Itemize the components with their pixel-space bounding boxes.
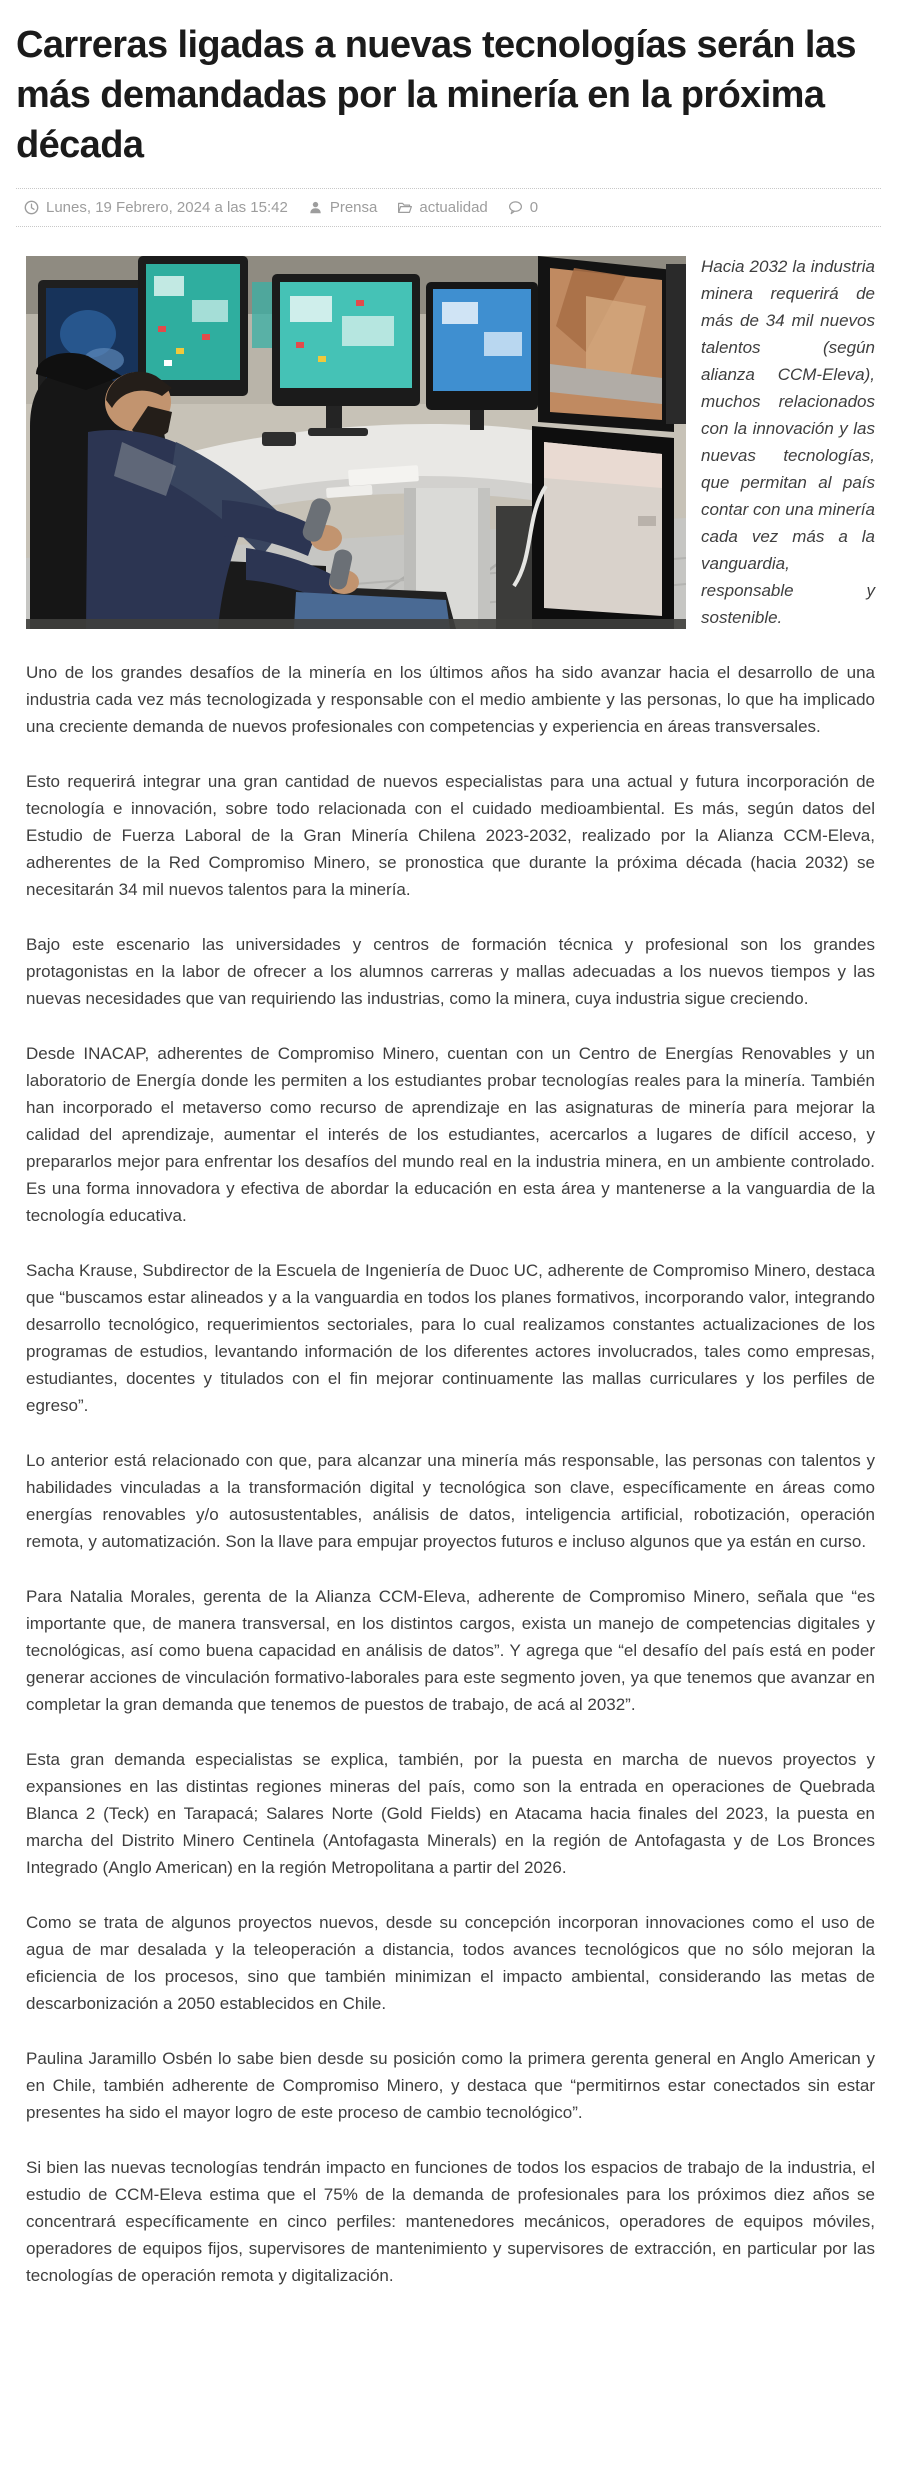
article-photo — [26, 256, 686, 629]
folder-icon — [397, 200, 412, 215]
article-paragraph: Desde INACAP, adherentes de Compromiso Minero, cuentan con un Centro de Energías Renovables y un laboratorio de Energía donde les permiten a los estudiantes probar tecnologías reales para la minería. También han incorporado el metaverso como recurso de aprendizaje en las asignaturas de minería para mejorar la calidad del aprendizaje, aumentar el interés de los estudiantes, acercarlos a lugares de difícil acceso, y prepararlos mejor para enfrentar los desafíos del mundo real en la industria minera, en un ambiente controlado. Es una forma innovadora y efectiva de abordar la educación en esta área y mantenerse a la vanguardia de la tecnología educativa. — [26, 1044, 875, 1226]
article-body — [26, 253, 875, 2289]
meta-category-label: actualidad — [419, 199, 488, 217]
meta-comments-count: 0 — [529, 199, 539, 217]
article-paragraph: Esta gran demanda especialistas se explica, también, por la puesta en marcha de nuevos proyectos y expansiones en las distintas regiones mineras del país, como son la entrada en operaciones de Quebrada Blanca 2 (Teck) en Tarapacá; Salares Norte (Gold Fields) en Atacama hacia finales del 2023, la puesta en marcha del Distrito Minero Centinela (Antofagasta Minerals) en la región de Antofagasta y de Los Bronces Integrado (Anglo American) en la región Metropolitana a partir del 2026. — [26, 1750, 875, 1878]
meta-author-link[interactable] — [308, 199, 378, 216]
meta-date — [24, 199, 288, 216]
article-paragraph: Si bien las nuevas tecnologías tendrán impacto en funciones de todos los espacios de trabajo de la industria, el estudio de CCM-Eleva estima que el 75% de la demanda de profesionales para los próximos diez años se concentrará específicamente en cinco perfiles: mantenedores mecánicos, operadores de equipos móviles, operadores de equipos fijos, supervisores de mantenimiento y supervisores de extracción, en particular por las tecnologías de operación remota y digitalización. — [26, 2158, 875, 2286]
article-meta-bar — [16, 188, 881, 227]
meta-comments-link[interactable] — [508, 199, 538, 216]
meta-date-label: Lunes, 19 Febrero, 2024 a las 15:42 — [46, 199, 288, 217]
page-title: Carreras ligadas a nuevas tecnologías serán las más demandadas por la minería en la próxima década — [16, 24, 856, 167]
meta-author-label: Prensa — [329, 199, 378, 217]
user-icon — [308, 200, 323, 215]
image-caption-text: Hacia 2032 la industria minera requerirá de más de 34 mil nuevos talentos (según alianza CCM-Eleva), muchos relacionados con la innovación y las nuevas tecnologías, que permitan al país contar con una minería cada vez más a la vanguardia, responsable y sostenible. — [701, 257, 875, 628]
article-paragraph: Lo anterior está relacionado con que, para alcanzar una minería más responsable, las personas con talentos y habilidades vinculadas a la transformación digital y tecnológica son clave, específicamente en áreas como energías renovables y/o autosustentables, análisis de datos, inteligencia artificial, robotización, operación remota, y automatización. Son la llave para empujar proyectos futuros e incluso algunos que ya están en curso. — [26, 1451, 875, 1552]
article-paragraph: Esto requerirá integrar una gran cantidad de nuevos especialistas para una actual y futura incorporación de tecnología e innovación, sobre todo relacionada con el cuidado medioambiental. Es más, según datos del Estudio de Fuerza Laboral de la Gran Minería Chilena 2023-2032, realizado por la Alianza CCM-Eleva, adherentes de la Red Compromiso Minero, se pronostica que durante la próxima década (hacia 2032) se necesitarán 34 mil nuevos talentos para la minería. — [26, 772, 875, 900]
article-paragraph: Sacha Krause, Subdirector de la Escuela de Ingeniería de Duoc UC, adherente de Compromiso Minero, destaca que “buscamos estar alineados y a la vanguardia en todos los planes formativos, incorporando valor, integrando desarrollo tecnológico, requerimientos sectoriales, para lo cual realizamos constantes actualizaciones de los programas de estudios, levantando información de los diferentes actores involucrados, tales como empresas, estudiantes, docentes y titulados con el fin mejorar continuamente las mallas curriculares y los perfiles de egreso”. — [26, 1261, 875, 1416]
article-paragraph: Paulina Jaramillo Osbén lo sabe bien desde su posición como la primera gerenta general en Anglo American y en Chile, también adherente de Compromiso Minero, y destaca que “permitirnos estar conectados sin estar presentes ha sido el mayor logro de este proceso de cambio tecnológico”. — [26, 2049, 875, 2123]
comment-bubble-icon — [508, 200, 523, 215]
meta-category-link[interactable] — [397, 199, 487, 216]
article-paragraph: Bajo este escenario las universidades y centros de formación técnica y profesional son los grandes protagonistas en la labor de ofrecer a los alumnos carreras y mallas adecuadas a los nuevos tiempos y las nuevas necesidades que van requiriendo las industrias, como la minera, cuya industria sigue creciendo. — [26, 935, 875, 1009]
article-paragraph: Como se trata de algunos proyectos nuevos, desde su concepción incorporan innovaciones como el uso de agua de mar desalada y la teleoperación a distancia, todos avances tecnológicos que no sólo mejoran la eficiencia de los procesos, sino que también minimizan el impacto ambiental, considerando las metas de descarbonización a 2050 establecidos en Chile. — [26, 1913, 875, 2014]
article-paragraph: Para Natalia Morales, gerenta de la Alianza CCM-Eleva, adherente de Compromiso Minero, señala que “es importante que, de manera transversal, en los distintos cargos, exista un manejo de competencias digitales y tecnológicas, así como buena capacidad en análisis de datos”. Y agrega que “el desafío del país está en poder generar acciones de vinculación formativo-laborales para este segmento joven, ya que tenemos que avanzar en completar la gran demanda que tenemos de puestos de trabajo, de acá al 2032”. — [26, 1587, 875, 1715]
clock-icon — [24, 200, 39, 215]
article-paragraph: Uno de los grandes desafíos de la minería en los últimos años ha sido avanzar hacia el desarrollo de una industria cada vez más tecnologizada y responsable con el medio ambiente y las personas, lo que ha implicado una creciente demanda de nuevos profesionales con competencias y experiencia en áreas transversales. — [26, 663, 875, 737]
